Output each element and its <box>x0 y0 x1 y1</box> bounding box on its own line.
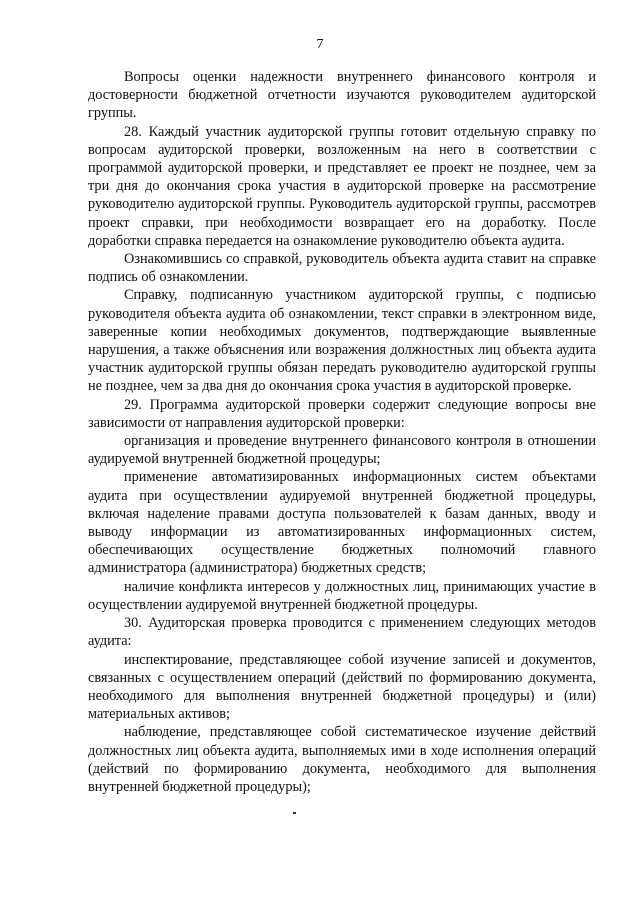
paragraph-acknowledgement: Ознакомившись со справкой, руководитель объекта аудита ставит на справке подпись об ознакомлении. <box>88 251 596 286</box>
scan-artifact-dot <box>293 812 296 814</box>
paragraph-item-28: 28. Каждый участник аудиторской группы готовит отдельную справку по вопросам аудиторской проверки, возложенным на него в соответствии с программой аудиторской проверки, и представляет ее проект не позднее, чем за три дня до окончания срока участия в аудиторской проверке на рассмотрение руководителю аудиторской группы. Руководитель аудиторской группы, рассмотрев проект справки, при необходимости возвращает его на доработку. После доработки справка передается на ознакомление руководителю объекта аудита. <box>88 123 596 249</box>
paragraph-reliability-assessment: Вопросы оценки надежности внутреннего финансового контроля и достоверности бюджетной отчетности изучаются руководителем аудиторской группы. <box>88 69 596 122</box>
paragraph-automated-systems: применение автоматизированных информационных систем объектами аудита при осуществлении аудируемой внутренней бюджетной процедуры, включая наделение правами доступа пользователей к базам данных, вводу и выводу информации из автоматизированных информационных систем, обеспечивающих осуществление бюджетных полномочий главного администратора (администратора) бюджетных средств; <box>88 469 596 577</box>
paragraph-item-29: 29. Программа аудиторской проверки содержит следующие вопросы вне зависимости от направления аудиторской проверки: <box>88 396 596 431</box>
paragraph-conflict-of-interest: наличие конфликта интересов у должностных лиц, принимающих участие в осуществлении аудируемой внутренней бюджетной процедуры. <box>88 578 596 613</box>
paragraph-inspection: инспектирование, представляющее собой изучение записей и документов, связанных с осуществлением операций (действий по формированию документа, необходимого для выполнения внутренней бюджетной процедуры) и (или) материальных активов; <box>88 651 596 723</box>
paragraph-internal-control: организация и проведение внутреннего финансового контроля в отношении аудируемой внутренней бюджетной процедуры; <box>88 433 596 468</box>
paragraph-signed-certificate: Справку, подписанную участником аудиторской группы, с подписью руководителя объекта аудита об ознакомлении, текст справки в электронном виде, заверенные копии необходимых документов, подтверждающие выявленные нарушения, а также объяснения или возражения должностных лиц объекта аудита участник аудиторской группы обязан передать руководителю аудиторской группы не позднее, чем за два дня до окончания срока участия в аудиторской проверке. <box>88 287 596 395</box>
page-number: 7 <box>316 37 324 52</box>
paragraph-observation: наблюдение, представляющее собой систематическое изучение действий должностных лиц объекта аудита, выполняемых ими в ходе исполнения операций (действий по формированию документа, необходимого для выполнения внутренней бюджетной процедуры); <box>88 724 596 795</box>
paragraph-item-30: 30. Аудиторская проверка проводится с применением следующих методов аудита: <box>88 615 596 650</box>
document-body <box>88 68 596 796</box>
